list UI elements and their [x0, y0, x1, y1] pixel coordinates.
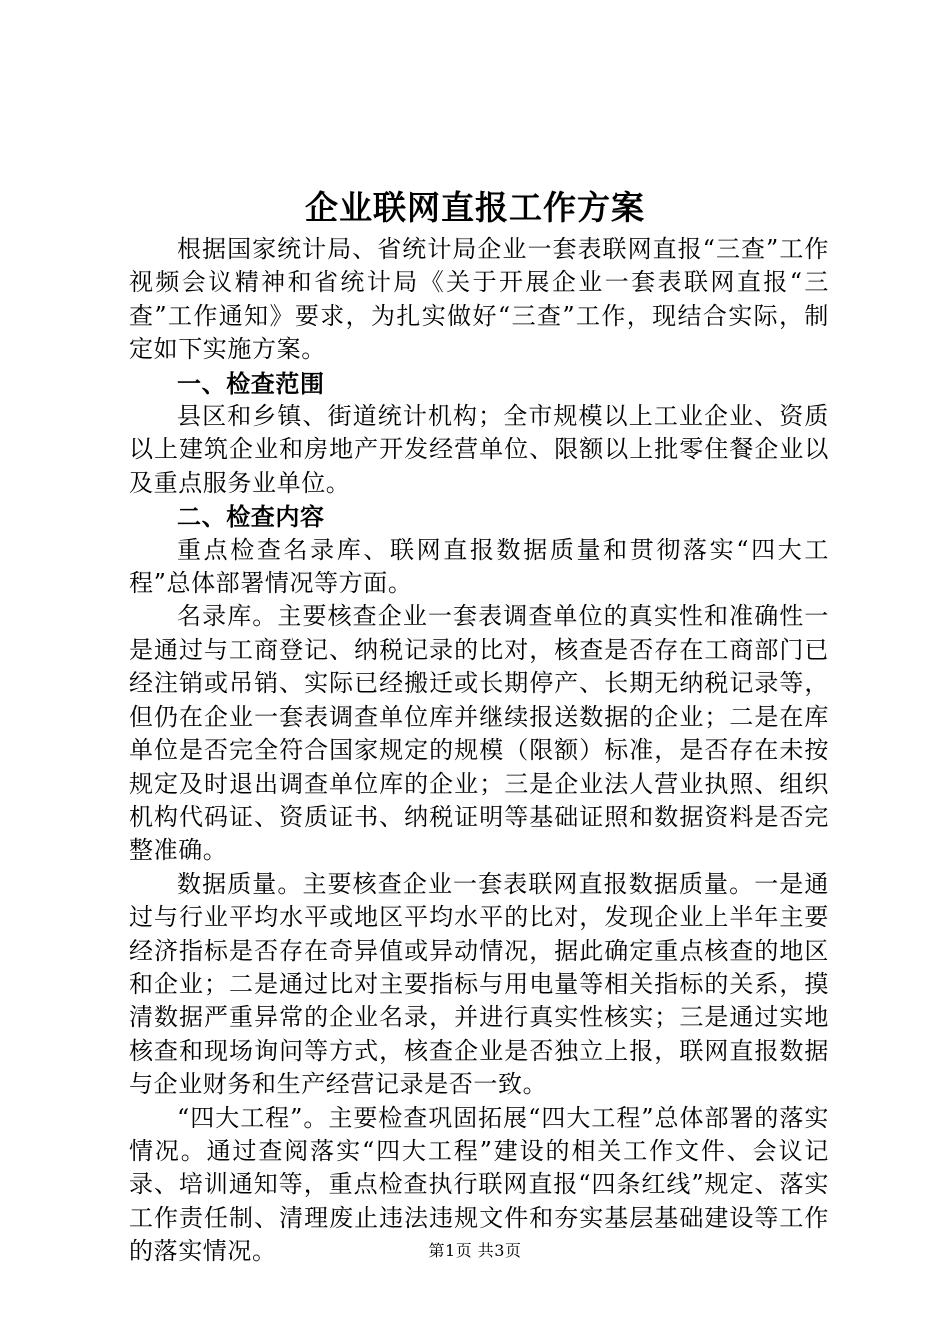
four-projects-paragraph: “四大工程”。主要检查巩固拓展“四大工程”总体部署的落实情况。通过查阅落实“四大工程”建设的相关工作文件、会议记录、培训通知等，重点检查执行联网直报“四条红线”规定、落实工作责任制、清理废止违法违规文件和夯实基层基础建设等工作的落实情况。: [129, 1103, 829, 1266]
directory-paragraph: 名录库。主要核查企业一套表调查单位的真实性和准确性一是通过与工商登记、纳税记录的比对，核查是否存在工商部门已经注销或吊销、实际已经搬迁或长期停产、长期无纳税记录等，但仍在企业一套表调查单位库并继续报送数据的企业；二是在库单位是否完全符合国家规定的规模（限额）标准，是否存在未按规定及时退出调查单位库的企业；三是企业法人营业执照、组织机构代码证、资质证书、纳税证明等基础证照和数据资料是否完整准确。: [129, 602, 829, 865]
document-title: 企业联网直报工作方案: [305, 188, 645, 227]
scope-paragraph: 县区和乡镇、街道统计机构；全市规模以上工业企业、资质以上建筑企业和房地产开发经营单位、限额以上批零住餐企业以及重点服务业单位。: [129, 402, 829, 497]
document-body: [129, 233, 829, 1269]
page-number-footer: 第1页 共3页: [428, 1241, 522, 1260]
data-quality-paragraph: 数据质量。主要核查企业一套表联网直报数据质量。一是通过与行业平均水平或地区平均水平的比对，发现企业上半年主要经济指标是否存在奇异值或异动情况，据此确定重点核查的地区和企业；二是通过比对主要指标与用电量等相关指标的关系，摸清数据严重异常的企业名录，并进行真实性核实；三是通过实地核查和现场询问等方式，核查企业是否独立上报，联网直报数据与企业财务和生产经营记录是否一致。: [129, 869, 829, 1099]
content-summary-paragraph: 重点检查名录库、联网直报数据质量和贯彻落实“四大工程”总体部署情况等方面。: [129, 535, 829, 598]
section-heading-scope: 一、检查范围: [177, 368, 325, 398]
intro-paragraph: 根据国家统计局、省统计局企业一套表联网直报“三查”工作视频会议精神和省统计局《关于开展企业一套表联网直报“三查”工作通知》要求，为扎实做好“三查”工作，现结合实际，制定如下实施方案。: [129, 235, 829, 364]
section-heading-content: 二、检查内容: [177, 502, 325, 532]
